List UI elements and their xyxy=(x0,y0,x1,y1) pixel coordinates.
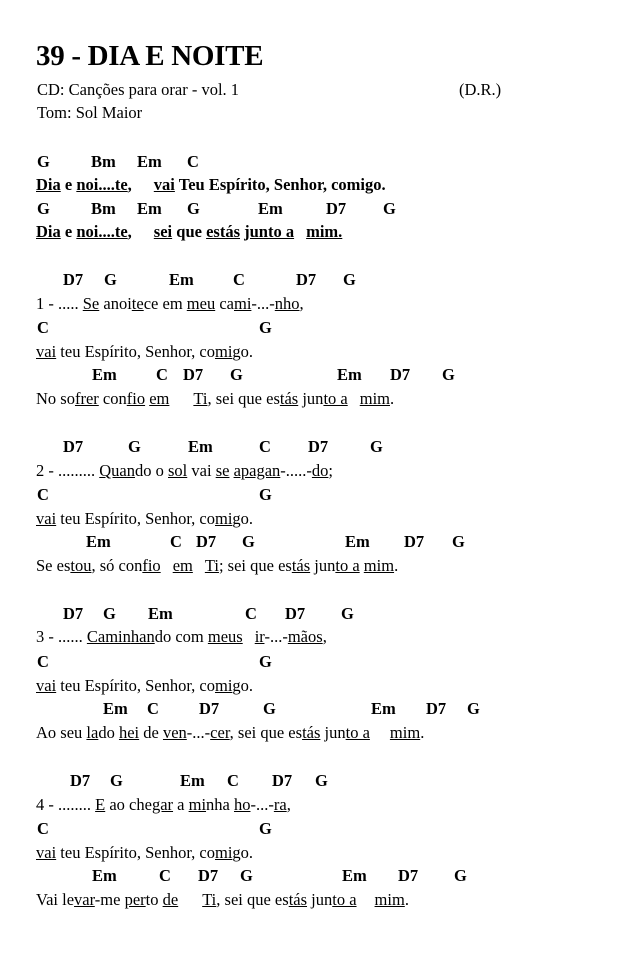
chord: D7 xyxy=(285,604,306,623)
chord: G xyxy=(343,270,356,289)
chord: Em xyxy=(337,365,362,384)
chord: G xyxy=(259,819,272,838)
chord: Em xyxy=(86,532,111,551)
chord: G xyxy=(37,152,50,171)
chord: D7 xyxy=(63,604,84,623)
chord: D7 xyxy=(308,437,329,456)
chord: G xyxy=(37,199,50,218)
chord: Em xyxy=(371,699,396,718)
chord: C xyxy=(245,604,257,623)
chord: G xyxy=(263,699,276,718)
lyric-line: 1 - ..... Se anoitece em meu cami-...-nho, xyxy=(36,294,304,313)
chord: G xyxy=(442,365,455,384)
lyric-line: vai teu Espírito, Senhor, comigo. xyxy=(36,676,254,695)
chord: D7 xyxy=(326,199,347,218)
chord: D7 xyxy=(426,699,447,718)
chord: D7 xyxy=(198,866,219,885)
song-title: 39 - DIA E NOITE xyxy=(36,40,264,72)
chord: G xyxy=(454,866,467,885)
chord: G xyxy=(452,532,465,551)
lyric-line: No sofrer confio em Ti, sei que estás junto a mim. xyxy=(36,389,395,408)
lyric-line: Dia e noi....te, sei que estás junto a mim. xyxy=(36,222,343,241)
chord: Em xyxy=(180,771,205,790)
chord: C xyxy=(37,485,49,504)
lyric-line: vai teu Espírito, Senhor, comigo. xyxy=(36,342,254,361)
chord: C xyxy=(159,866,171,885)
chord: Bm xyxy=(91,152,116,171)
chord: G xyxy=(259,485,272,504)
chord: C xyxy=(170,532,182,551)
key-info: Tom: Sol Maior xyxy=(37,103,143,122)
chord: G xyxy=(230,365,243,384)
chord: D7 xyxy=(63,270,84,289)
chord: G xyxy=(341,604,354,623)
lyric-line: Dia e noi....te, vai Teu Espírito, Senhor, comigo. xyxy=(36,175,386,194)
chord: C xyxy=(147,699,159,718)
chord: C xyxy=(37,819,49,838)
chord: D7 xyxy=(404,532,425,551)
lyric-line: 3 - ...... Caminhando com meus ir-...-mãos, xyxy=(36,627,327,646)
chord: Em xyxy=(148,604,173,623)
chord: G xyxy=(110,771,123,790)
lyric-line: Ao seu lado hei de ven-...-cer, sei que estás junto a mim. xyxy=(36,723,425,742)
chord: G xyxy=(128,437,141,456)
lyric-line: vai teu Espírito, Senhor, comigo. xyxy=(36,509,254,528)
chord: D7 xyxy=(196,532,217,551)
chord: G xyxy=(383,199,396,218)
cd-info: CD: Canções para orar - vol. 1 xyxy=(37,80,240,99)
chord: G xyxy=(242,532,255,551)
chord: D7 xyxy=(272,771,293,790)
chord: C xyxy=(156,365,168,384)
chord: C xyxy=(37,652,49,671)
chord: D7 xyxy=(63,437,84,456)
chord: C xyxy=(259,437,271,456)
chord: G xyxy=(370,437,383,456)
chord: G xyxy=(467,699,480,718)
lyric-line: 2 - ......... Quando o sol vai se apagan-.....-do; xyxy=(36,461,334,480)
chord: D7 xyxy=(70,771,91,790)
chord: G xyxy=(103,604,116,623)
chord: Em xyxy=(169,270,194,289)
chord: D7 xyxy=(390,365,411,384)
chord: Em xyxy=(342,866,367,885)
lyric-line: 4 - ........ E ao chegar a minha ho-...-ra, xyxy=(36,795,291,814)
chord: Em xyxy=(345,532,370,551)
chord: G xyxy=(259,318,272,337)
chord: Em xyxy=(137,152,162,171)
chord: G xyxy=(187,199,200,218)
chord: G xyxy=(240,866,253,885)
lyric-line: vai teu Espírito, Senhor, comigo. xyxy=(36,843,254,862)
chord: G xyxy=(315,771,328,790)
chord: G xyxy=(259,652,272,671)
chord: C xyxy=(233,270,245,289)
chord: C xyxy=(227,771,239,790)
chord: Em xyxy=(92,365,117,384)
chord: Em xyxy=(188,437,213,456)
chord: C xyxy=(187,152,199,171)
chord: D7 xyxy=(199,699,220,718)
chord: D7 xyxy=(296,270,317,289)
chord: Em xyxy=(258,199,283,218)
chord: Em xyxy=(137,199,162,218)
lyric-line: Se estou, só confio em Ti; sei que estás junto a mim. xyxy=(36,556,399,575)
chord: D7 xyxy=(183,365,204,384)
chord: G xyxy=(104,270,117,289)
chord: C xyxy=(37,318,49,337)
lyric-line: Vai levar-me perto de Ti, sei que estás junto a mim. xyxy=(36,890,409,909)
chord: Bm xyxy=(91,199,116,218)
chord: Em xyxy=(103,699,128,718)
chord: Em xyxy=(92,866,117,885)
chord: D7 xyxy=(398,866,419,885)
rights-note: (D.R.) xyxy=(459,80,502,99)
